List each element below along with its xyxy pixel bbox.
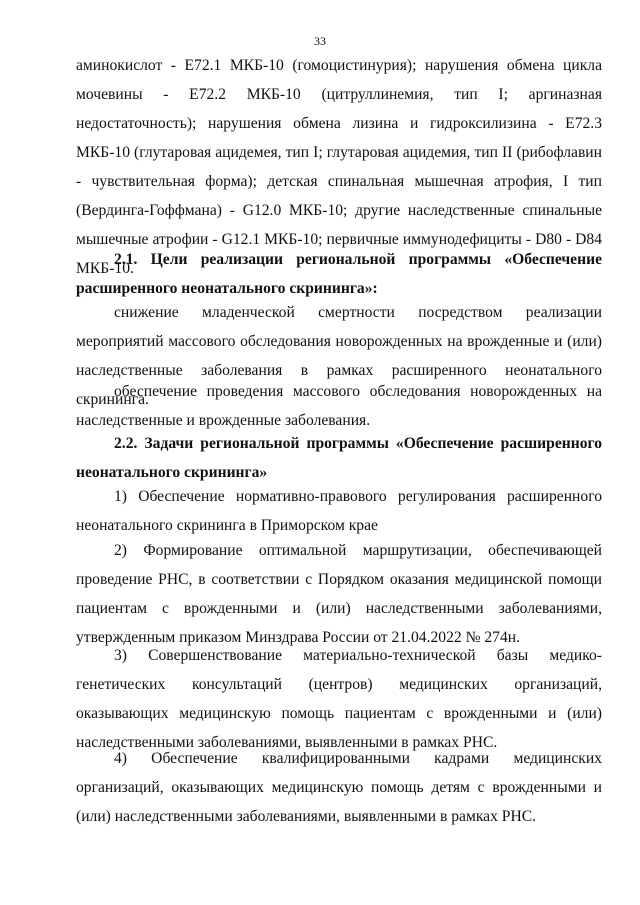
section-2-1-heading: 2.1. Цели реализации региональной программы «Обеспечение расширенного неонатального скрининга»: <box>76 251 602 297</box>
section-2-2-heading: 2.2. Задачи региональной программы «Обеспечение расширенного неонатального скрининга» <box>76 435 602 481</box>
section-2-1-paragraph-1: снижение младенческой смертности посредством реализации мероприятий массового обследования новорожденных на врожденные и (или) наследственные заболевания в рамках расширенного неонатального скрининга. <box>76 304 602 408</box>
intro-paragraph: аминокислот - Е72.1 МКБ-10 (гомоцистинурия); нарушения обмена цикла мочевины - Е72.2 МКБ-10 (цитруллинемия, тип I; аргиназная недостаточность); нарушения обмена лизина и гидроксилизина - Е72.3 МКБ-10 (глутаровая ацидемея, тип I; глутаровая ацидемия, тип II (рибофлавин - чувствительная форма); детская спинальная мышечная атрофия, I тип (Вердинга-Гоффмана) - G12.0 МКБ-10; другие наследственные спинальные мышечные атрофии - G12.1 МКБ-10; первичные иммунодефициты - D80 - D84 МКБ-10. <box>76 57 602 277</box>
task-item-2: 2) Формирование оптимальной маршрутизации, обеспечивающей проведение РНС, в соответствии с Порядком оказания медицинской помощи пациентам с врожденными и (или) наследственными заболеваниями, утвержденным приказом Минздрава России от 21.04.2022 № 274н. <box>76 542 602 646</box>
task-item-3: 3) Совершенствование материально-технической базы медико-генетических консультаций (центров) медицинских организаций, оказывающих медицинскую помощь пациентам с врожденными и (или) наследственными заболеваниями, выявленными в рамках РНС. <box>76 647 602 751</box>
task-item-4: 4) Обеспечение квалифицированными кадрами медицинских организаций, оказывающих медицинскую помощь детям с врожденными и (или) наследственными заболеваниями, выявленными в рамках РНС. <box>76 750 602 825</box>
section-2-1-paragraph-2: обеспечение проведения массового обследования новорожденных на наследственные и врожденные заболевания. <box>76 383 602 429</box>
task-item-1: 1) Обеспечение нормативно-правового регулирования расширенного неонатального скрининга в Приморском крае <box>76 488 602 534</box>
page-number: 33 <box>314 34 326 48</box>
